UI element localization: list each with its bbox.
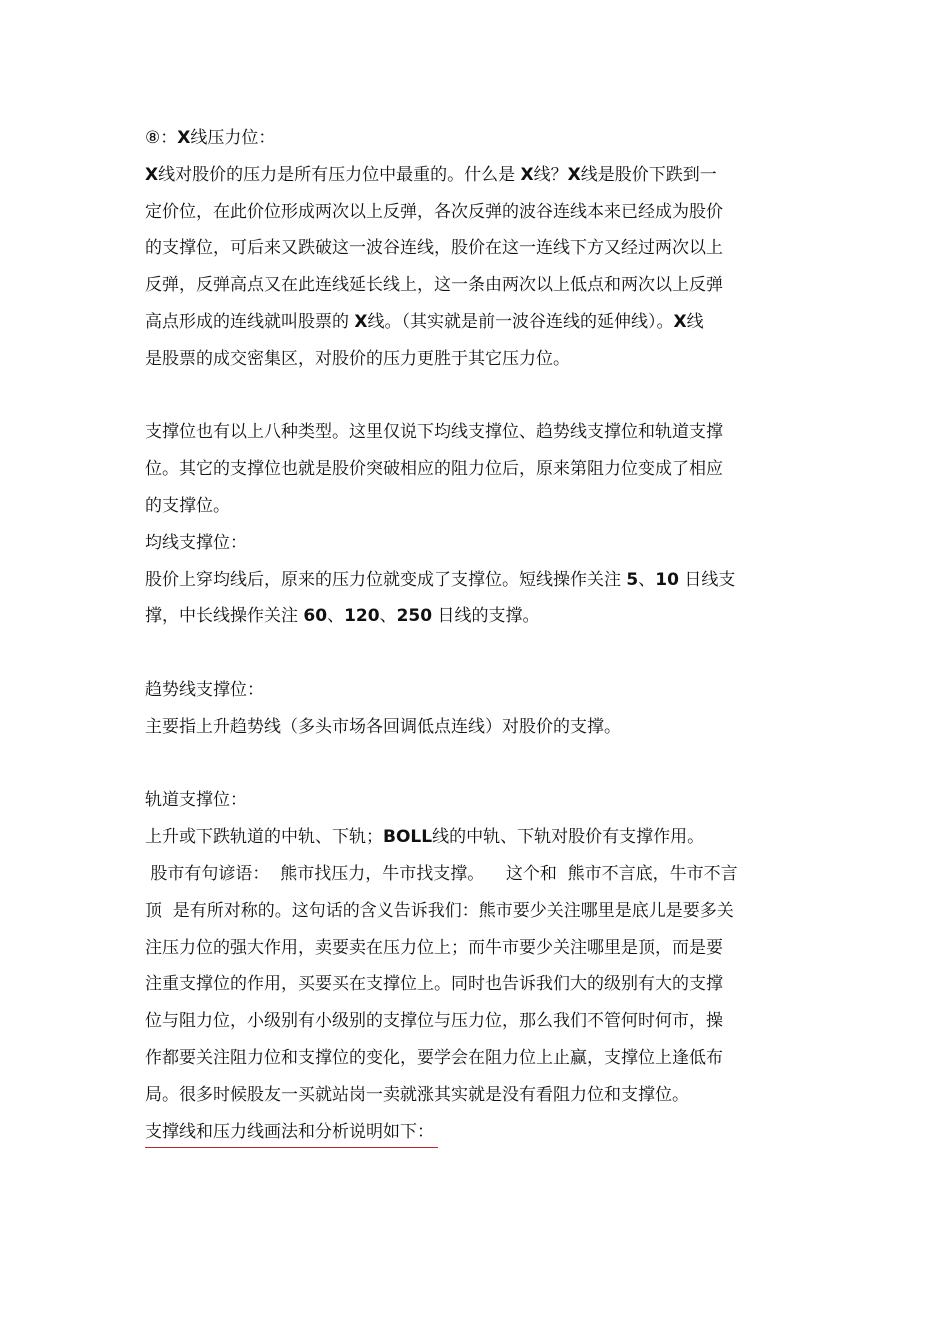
proverb-paragraph: [145, 856, 815, 1114]
support-intro-paragraph: [145, 414, 815, 524]
text-line: [145, 304, 815, 341]
text-line: 注重支撑位的作用，买要买在支撑位上。同时也告诉我们大的级别有大的支撑: [145, 974, 723, 995]
text-segment: 、: [327, 606, 345, 627]
document-body: [145, 120, 815, 1150]
text-line: 位。其它的支撑位也就是股价突破相应的阻力位后，原来第阻力位变成了相应: [145, 459, 723, 480]
bold-term: X: [673, 311, 687, 332]
text-segment: 是股票的成交密集区，对股价的压力更胜于其它压力位。: [145, 348, 570, 369]
ma-support-paragraph: [145, 562, 815, 636]
text-segment: 股价上穿均线后，原来的压力位就变成了支撑位。短线操作关注: [145, 569, 627, 590]
text-segment: 线？: [533, 164, 568, 185]
text-segment: 高点形成的连线就叫股票的: [145, 311, 355, 332]
text-line: 作都要关注阻力位和支撑位的变化，要学会在阻力位上止赢，支撑位上逢低布: [145, 1047, 723, 1068]
ma-support-heading: 均线支撑位：: [145, 532, 247, 553]
text-line: 的支撑位。: [145, 495, 230, 516]
text-segment: 、: [638, 569, 656, 590]
text-line: [145, 194, 815, 231]
text-line: [145, 598, 815, 635]
text-line: 局。很多时候股友一买就站岗一卖就涨其实就是没有看阻力位和支撑位。: [145, 1084, 689, 1105]
text-segment: 线: [686, 311, 704, 332]
text-line: 股市有句谚语： 熊市找压力，牛市找支撑。 这个和 熊市不言底，牛市不言: [145, 863, 738, 884]
bold-term: X: [567, 164, 581, 185]
heading-x-label: X: [177, 128, 191, 148]
text-segment: 线的中轨、下轨对股价有支撑作用。: [432, 827, 705, 848]
text-line: [145, 230, 815, 267]
paragraph-spacer: [145, 746, 815, 783]
text-segment: 线对股价的压力是所有压力位中最重的。什么是: [158, 164, 521, 185]
track-support-paragraph: [145, 819, 815, 856]
text-segment: 日线支: [678, 569, 736, 590]
text-line: [145, 157, 815, 194]
bold-term: 60: [303, 606, 328, 627]
x-line-paragraph: [145, 157, 815, 378]
text-line: [145, 341, 815, 378]
text-line: 顶 是有所对称的。这句话的含义告诉我们：熊市要少关注哪里是底儿是要多关: [145, 900, 734, 921]
text-line: [145, 267, 815, 304]
text-segment: 日线的支撑。: [432, 606, 540, 627]
paragraph-spacer: [145, 378, 815, 415]
bold-term: X: [145, 164, 159, 185]
bold-term: 250: [396, 606, 433, 627]
bold-term: 120: [344, 606, 380, 627]
drawing-method-link-line: [145, 1114, 815, 1151]
text-segment: 撑，中长线操作关注: [145, 606, 304, 627]
text-line: 注压力位的强大作用，卖要卖在压力位上；而牛市要少关注哪里是顶，而是要: [145, 937, 723, 958]
text-segment: 定价位，在此价位形成两次以上反弹，各次反弹的波谷连线本来已经成为股价: [145, 201, 723, 222]
heading-text: 线压力位：: [190, 128, 276, 148]
bold-term: X: [354, 311, 368, 332]
trend-support-heading: 趋势线支撑位：: [145, 679, 264, 700]
bold-term: 5: [626, 569, 639, 590]
text-segment: 上升或下跌轨道的中轨、下轨；: [145, 827, 383, 848]
track-support-heading: 轨道支撑位：: [145, 790, 247, 811]
x-line-heading: [145, 120, 815, 157]
bold-term: X: [520, 164, 534, 185]
text-line: 位与阻力位，小级别有小级别的支撑位与压力位，那么我们不管何时何市，操: [145, 1011, 723, 1032]
paragraph-spacer: [145, 635, 815, 672]
bold-term: BOLL: [383, 827, 433, 848]
trend-support-text: 主要指上升趋势线（多头市场各回调低点连线）对股价的支撑。: [145, 716, 621, 737]
heading-number: ⑧：: [145, 128, 178, 148]
text-line: [145, 819, 815, 856]
drawing-method-link[interactable]: 支撑线和压力线画法和分析说明如下：: [145, 1117, 438, 1148]
text-segment: 线。（其实就是前一波谷连线的延伸线）。: [367, 311, 674, 332]
text-segment: 、: [379, 606, 397, 627]
text-segment: 线是股价下跌到一: [580, 164, 717, 185]
bold-term: 10: [655, 569, 679, 590]
text-segment: 反弹，反弹高点又在此连线延长线上，这一条由两次以上低点和两次以上反弹: [145, 275, 723, 296]
text-line: [145, 562, 815, 599]
text-segment: 的支撑位，可后来又跌破这一波谷连线，股价在这一连线下方又经过两次以上: [145, 238, 723, 259]
text-line: 支撑位也有以上八种类型。这里仅说下均线支撑位、趋势线支撑位和轨道支撑: [145, 422, 723, 443]
